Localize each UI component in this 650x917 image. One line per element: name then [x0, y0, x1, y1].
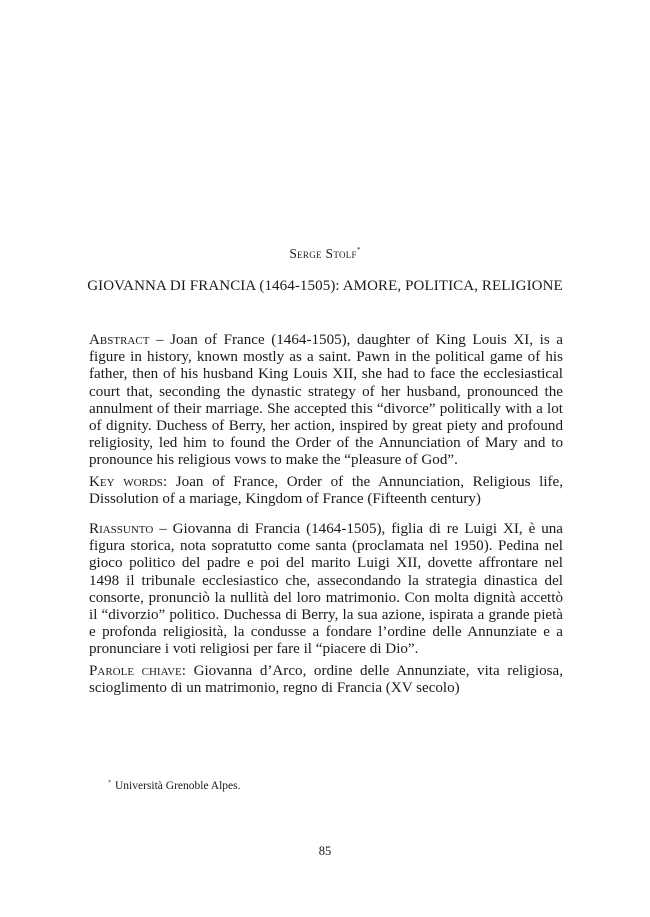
author-footnote-marker: * — [356, 246, 361, 254]
keywords-text: Joan of France, Order of the Annunciation, Religious life, Dissolution of a mariage, Kingdom of France (Fifteenth century) — [89, 474, 564, 508]
keywords-section — [89, 474, 563, 508]
abstract-section — [89, 332, 563, 470]
riassunto-label: Riassunto — [89, 521, 154, 537]
abstract-separator: – — [149, 332, 171, 348]
author-line — [0, 246, 650, 262]
footnote-marker: * — [108, 780, 111, 786]
riassunto-section — [89, 521, 563, 659]
riassunto-text: Giovanna di Francia (1464-1505), figlia di re Luigi XI, è una figura storica, nota sopratutto come santa (proclamata nel 1950). Pedina nel gioco politico del padre e poi del marito Luigi XII, dovette affrontare nel 1498 il tribunale ecclesiastico che, assecondando la strategia dinastica del consorte, pronunciò la nullità del loro matrimonio. Con molta dignità accettò il “divorzio” politico. Duchessa di Berry, la sua azione, ispirata a grande pietà e profonda religiosità, la condusse a fondare l’ordine delle Annunziate e a pronunciare i voti religiosi per fare il “piacere di Dio”. — [89, 521, 563, 658]
paper-title: GIOVANNA DI FRANCIA (1464-1505): AMORE, POLITICA, RELIGIONE — [87, 278, 563, 294]
parole-chiave-label: Parole chiave — [89, 663, 182, 679]
footnote-text: Università Grenoble Alpes. — [115, 780, 241, 792]
riassunto-separator: – — [153, 521, 173, 537]
page-number: 85 — [318, 844, 332, 858]
keywords-separator: : — [162, 474, 176, 490]
abstract-label: Abstract — [89, 332, 150, 348]
abstract-text: Joan of France (1464-1505), daughter of King Louis XI, is a figure in history, known mostly as a saint. Pawn in the political game of his father, then of his husband King Louis XII, she had to face the ecclesiastical court that, seconding the dynastic strategy of her husband, pronounced the annulment of their marriage. She accepted this “divorce” politically with a lot of dignity. Duchess of Berry, her action, inspired by great piety and profound religiosity, led him to found the Order of the Annunciation of Mary and to pronounce his religious vows to make the “pleasure of God”. — [89, 332, 564, 469]
parole-chiave-text: Giovanna d’Arco, ordine delle Annunziate, vita religiosa, scioglimento di un matrimonio, regno di Francia (XV secolo) — [89, 663, 564, 697]
footnote — [108, 780, 241, 792]
parole-chiave-separator: : — [181, 663, 194, 679]
keywords-label: Key words — [89, 474, 163, 490]
parole-chiave-section — [89, 663, 563, 697]
author-name: Serge Stolf — [289, 246, 357, 261]
